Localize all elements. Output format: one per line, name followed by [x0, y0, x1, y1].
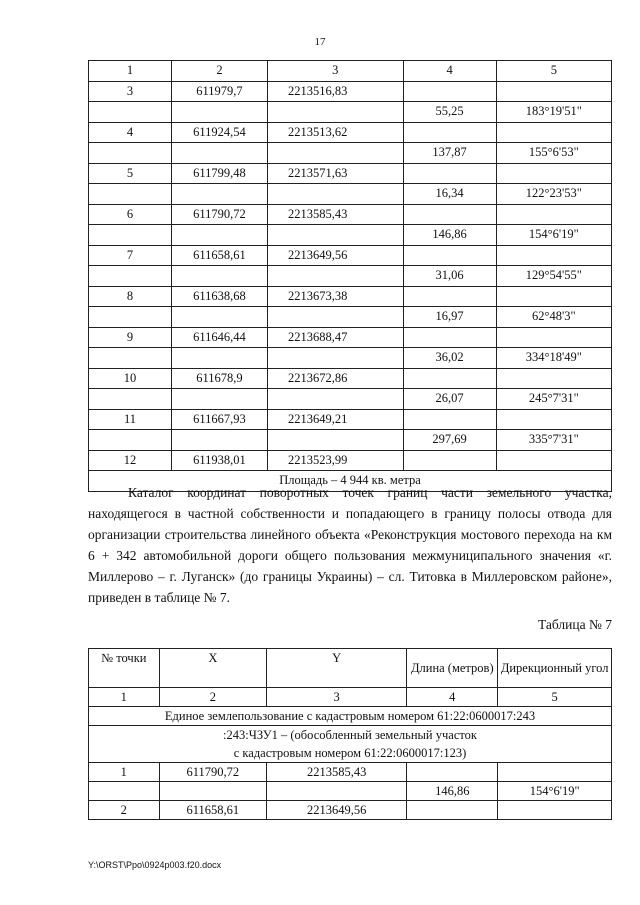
area-total: Площадь – 4 944 кв. метра: [89, 471, 612, 492]
column-number: 1: [89, 688, 160, 707]
empty-cell: [403, 450, 496, 471]
point-row: [89, 450, 612, 471]
empty-cell: [496, 245, 611, 266]
segment-length: 26,07: [403, 389, 496, 410]
empty-cell: [268, 348, 404, 369]
empty-cell: [89, 348, 172, 369]
segment-length: 36,02: [403, 348, 496, 369]
segment-angle: 154°6'19": [496, 225, 611, 246]
column-numbers-row: [89, 688, 612, 707]
point-number: 3: [89, 81, 172, 102]
empty-cell: [268, 389, 404, 410]
empty-cell: [403, 204, 496, 225]
header-length: Длина (метров): [407, 649, 498, 688]
column-number: 2: [159, 688, 266, 707]
coordinates-table-continued: [88, 60, 612, 492]
header-cell: 5: [496, 61, 611, 82]
segment-row: [89, 266, 612, 287]
x-coordinate: 611638,68: [171, 286, 267, 307]
y-coordinate: 2213585,43: [267, 763, 407, 782]
segment-length: 146,86: [407, 782, 498, 801]
table-caption: Таблица № 7: [538, 617, 612, 632]
empty-cell: [171, 143, 267, 164]
empty-cell: [171, 389, 267, 410]
empty-cell: [89, 430, 172, 451]
page-number: 17: [314, 36, 326, 48]
y-coordinate: 2213688,47: [268, 327, 404, 348]
empty-cell: [407, 763, 498, 782]
point-number: 10: [89, 368, 172, 389]
empty-cell: [268, 143, 404, 164]
empty-cell: [268, 266, 404, 287]
empty-cell: [496, 450, 611, 471]
segment-length: 55,25: [403, 102, 496, 123]
empty-cell: [89, 143, 172, 164]
x-coordinate: 611790,72: [171, 204, 267, 225]
x-coordinate: 611790,72: [159, 763, 266, 782]
empty-cell: [171, 184, 267, 205]
point-number: 6: [89, 204, 172, 225]
empty-cell: [268, 102, 404, 123]
y-coordinate: 2213673,38: [268, 286, 404, 307]
subsection-row: [89, 726, 612, 763]
point-number: 7: [89, 245, 172, 266]
y-coordinate: 2213649,56: [268, 245, 404, 266]
segment-row: [89, 102, 612, 123]
column-number: 5: [498, 688, 612, 707]
header-point: № точки: [89, 649, 160, 688]
empty-cell: [498, 801, 612, 820]
segment-row: [89, 430, 612, 451]
x-coordinate: 611979,7: [171, 81, 267, 102]
table-7: [88, 648, 612, 820]
point-row: [89, 409, 612, 430]
point-number: 12: [89, 450, 172, 471]
point-row: [89, 327, 612, 348]
segment-row: [89, 348, 612, 369]
point-row: [89, 368, 612, 389]
point-row: [89, 286, 612, 307]
empty-cell: [403, 327, 496, 348]
column-number: 4: [407, 688, 498, 707]
segment-angle: 154°6'19": [498, 782, 612, 801]
empty-cell: [496, 204, 611, 225]
segment-row: [89, 143, 612, 164]
point-row: [89, 204, 612, 225]
y-coordinate: 2213672,86: [268, 368, 404, 389]
empty-cell: [268, 225, 404, 246]
empty-cell: [496, 163, 611, 184]
y-coordinate: 2213585,43: [268, 204, 404, 225]
empty-cell: [403, 245, 496, 266]
empty-cell: [403, 286, 496, 307]
x-coordinate: 611667,93: [171, 409, 267, 430]
empty-cell: [496, 409, 611, 430]
empty-cell: [268, 430, 404, 451]
table-header-row: [89, 61, 612, 82]
section-title: Единое землепользование с кадастровым номером 61:22:0600017:243: [89, 707, 612, 726]
empty-cell: [171, 307, 267, 328]
subsection-line: с кадастровым номером 61:22:0600017:123): [233, 746, 467, 760]
point-number: 9: [89, 327, 172, 348]
empty-cell: [407, 801, 498, 820]
segment-row: [89, 225, 612, 246]
empty-cell: [89, 225, 172, 246]
empty-cell: [496, 368, 611, 389]
section-row: [89, 707, 612, 726]
point-number: 11: [89, 409, 172, 430]
header-cell: 3: [268, 61, 404, 82]
empty-cell: [171, 348, 267, 369]
x-coordinate: 611924,54: [171, 122, 267, 143]
empty-cell: [171, 266, 267, 287]
y-coordinate: 2213523,99: [268, 450, 404, 471]
segment-angle: 129°54'55": [496, 266, 611, 287]
y-coordinate: 2213649,21: [268, 409, 404, 430]
y-coordinate: 2213649,56: [267, 801, 407, 820]
segment-row: [89, 782, 612, 801]
empty-cell: [496, 327, 611, 348]
point-row: [89, 801, 612, 820]
empty-cell: [89, 307, 172, 328]
x-coordinate: 611938,01: [171, 450, 267, 471]
segment-length: 31,06: [403, 266, 496, 287]
header-cell: 4: [403, 61, 496, 82]
empty-cell: [89, 184, 172, 205]
empty-cell: [496, 81, 611, 102]
segment-angle: 335°7'31": [496, 430, 611, 451]
header-cell: 2: [171, 61, 267, 82]
point-number: 5: [89, 163, 172, 184]
segment-length: 16,97: [403, 307, 496, 328]
segment-angle: 334°18'49": [496, 348, 611, 369]
table-body: [89, 763, 612, 820]
table-body: [89, 81, 612, 471]
file-path-footer: Y:\ORST\Ppo\0924p003.f20.docx: [88, 860, 222, 870]
column-number: 3: [267, 688, 407, 707]
x-coordinate: 611658,61: [159, 801, 266, 820]
empty-cell: [496, 122, 611, 143]
empty-cell: [159, 782, 266, 801]
header-x: X: [159, 649, 266, 688]
point-row: [89, 763, 612, 782]
segment-row: [89, 307, 612, 328]
segment-row: [89, 184, 612, 205]
empty-cell: [403, 163, 496, 184]
empty-cell: [403, 122, 496, 143]
point-row: [89, 163, 612, 184]
empty-cell: [498, 763, 612, 782]
segment-angle: 155°6'53": [496, 143, 611, 164]
x-coordinate: 611658,61: [171, 245, 267, 266]
point-number: 8: [89, 286, 172, 307]
empty-cell: [171, 102, 267, 123]
empty-cell: [171, 430, 267, 451]
empty-cell: [403, 409, 496, 430]
segment-angle: 122°23'53": [496, 184, 611, 205]
empty-cell: [496, 286, 611, 307]
segment-row: [89, 389, 612, 410]
y-coordinate: 2213571,63: [268, 163, 404, 184]
header-angle: Дирекционный угол: [498, 649, 612, 688]
empty-cell: [403, 368, 496, 389]
segment-length: 137,87: [403, 143, 496, 164]
segment-length: 146,86: [403, 225, 496, 246]
segment-angle: 183°19'51": [496, 102, 611, 123]
segment-length: 16,34: [403, 184, 496, 205]
point-number: 2: [89, 801, 160, 820]
point-row: [89, 245, 612, 266]
subsection-title: [89, 726, 612, 763]
catalog-paragraph: Каталог координат поворотных точек границ части земельного участка, находящегося в частной собственности и попадающего в границу полосы отвода для организации строительства линейного объекта «Реконструкция мостового перехода на км 6 + 342 автомобильной дороги общего пользования межмуниципального значения «г. Миллерово – г. Луганск» (до границы Украины) – сл. Титовка в Миллеровском районе», приведен в таблице № 7.: [88, 485, 612, 605]
point-number: 1: [89, 763, 160, 782]
empty-cell: [89, 102, 172, 123]
x-coordinate: 611799,48: [171, 163, 267, 184]
empty-cell: [89, 782, 160, 801]
header-cell: 1: [89, 61, 172, 82]
empty-cell: [268, 184, 404, 205]
x-coordinate: 611678,9: [171, 368, 267, 389]
x-coordinate: 611646,44: [171, 327, 267, 348]
segment-angle: 245°7'31": [496, 389, 611, 410]
empty-cell: [89, 389, 172, 410]
point-row: [89, 81, 612, 102]
y-coordinate: 2213516,83: [268, 81, 404, 102]
y-coordinate: 2213513,62: [268, 122, 404, 143]
point-number: 4: [89, 122, 172, 143]
header-y: Y: [267, 649, 407, 688]
point-row: [89, 122, 612, 143]
empty-cell: [267, 782, 407, 801]
segment-angle: 62°48'3": [496, 307, 611, 328]
segment-length: 297,69: [403, 430, 496, 451]
empty-cell: [89, 266, 172, 287]
subsection-line: :243:ЧЗУ1 – (обособленный земельный участок: [223, 728, 477, 742]
table-header-row: [89, 649, 612, 688]
empty-cell: [403, 81, 496, 102]
empty-cell: [171, 225, 267, 246]
empty-cell: [268, 307, 404, 328]
